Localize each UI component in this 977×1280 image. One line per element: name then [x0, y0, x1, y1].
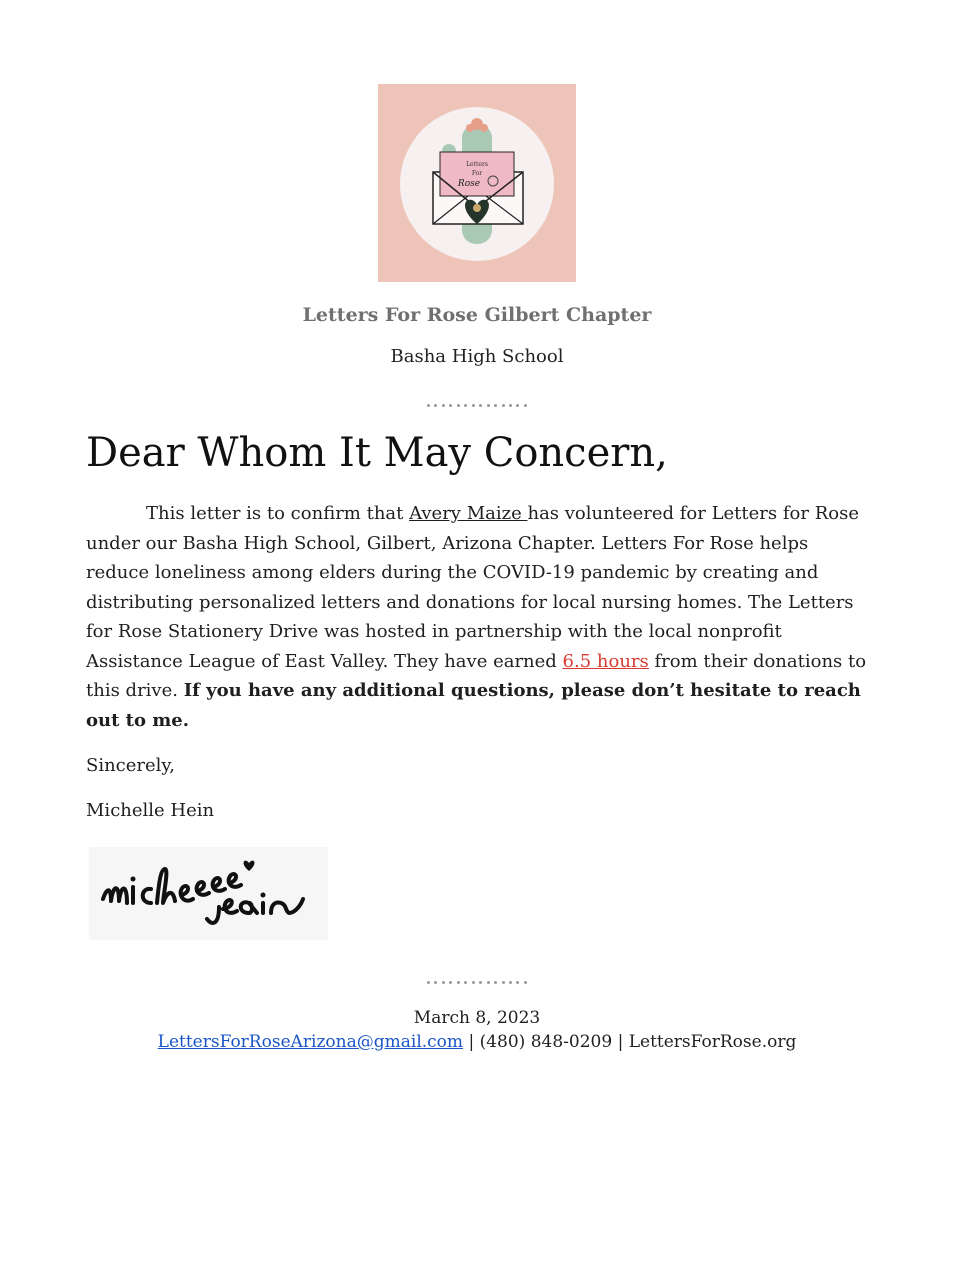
body-intro: This letter is to confirm that — [146, 503, 410, 524]
svg-text:Letters: Letters — [466, 161, 488, 168]
svg-text:Rose: Rose — [457, 179, 481, 189]
website: LettersForRose.org — [628, 1032, 797, 1052]
bottom-divider — [427, 981, 527, 985]
signature-image — [89, 847, 328, 940]
contact-note: If you have any additional questions, please don’t hesitate to reach out to me. — [86, 680, 861, 731]
organization-logo — [378, 84, 576, 282]
body-tail: from their donations to this drive. — [86, 650, 867, 701]
school-name: Basha High School — [390, 346, 564, 367]
svg-text:For: For — [471, 170, 483, 177]
chapter-name: Letters For Rose Gilbert Chapter — [302, 304, 652, 326]
volunteer-name: Avery Maize — [409, 503, 528, 524]
separator: | — [463, 1032, 480, 1052]
separator: | — [612, 1032, 629, 1052]
contact-line — [0, 1032, 954, 1052]
top-divider — [427, 404, 527, 408]
body-main: has volunteered for Letters for Rose under our Basha High School, Gilbert, Arizona Chapter. Letters For Rose helps reduce loneliness among elders during the COVID-19 pandemic by creating and distributing personalized letters and donations for local nursing homes. The Letters for Rose Stationery Drive was hosted in partnership with the local nonprofit Assistance League of East Valley. They have earned — [86, 503, 859, 672]
signer-name: Michelle Hein — [86, 800, 215, 821]
hours-earned: 6.5 hours — [562, 650, 649, 672]
phone-number: (480) 848-0209 — [479, 1032, 613, 1052]
closing: Sincerely, — [86, 755, 175, 776]
letter-body — [86, 499, 868, 735]
letter-date: March 8, 2023 — [413, 1008, 541, 1028]
email-link[interactable]: LettersForRoseArizona@gmail.com — [157, 1032, 464, 1052]
salutation: Dear Whom It May Concern, — [86, 430, 668, 476]
